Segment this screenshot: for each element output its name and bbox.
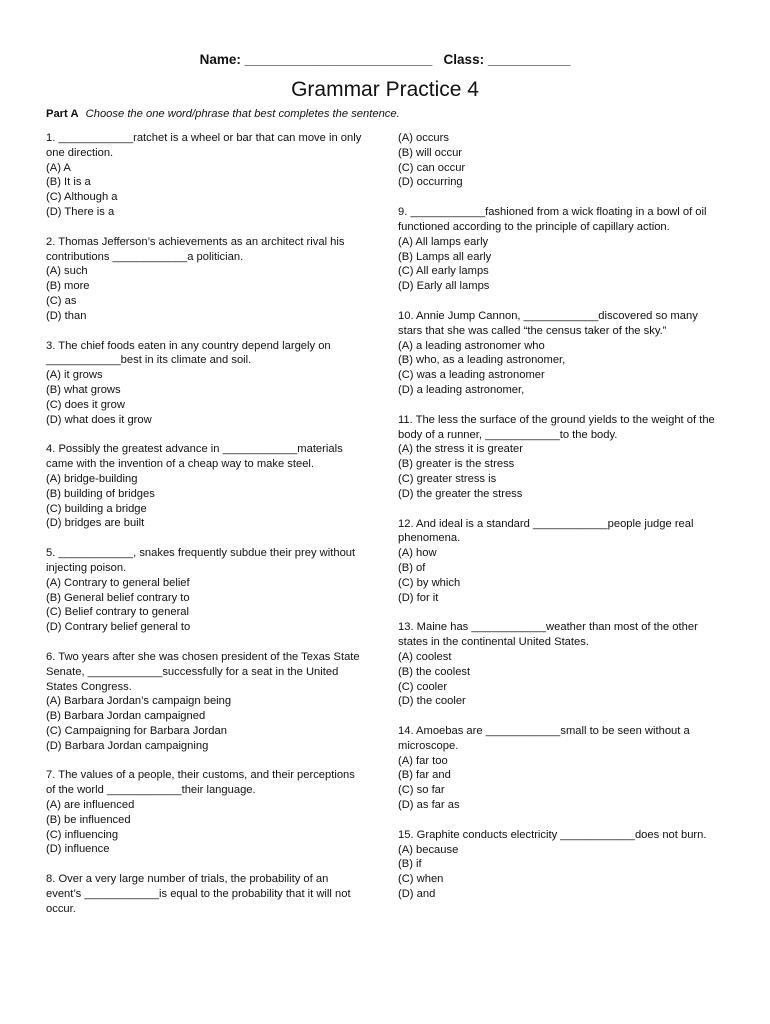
question-item bbox=[398, 517, 723, 606]
answer-option: (C) Belief contrary to general bbox=[46, 606, 190, 619]
answer-option: (D) the greater the stress bbox=[398, 487, 523, 500]
answer-option: (B) more bbox=[46, 280, 90, 293]
answer-option: (C) greater stress is bbox=[398, 472, 497, 485]
answer-option: (C) building a bridge bbox=[46, 502, 147, 515]
answer-option: (B) Lamps all early bbox=[398, 250, 492, 263]
answer-option: (A) because bbox=[398, 843, 459, 856]
answer-option: (D) bridges are built bbox=[46, 517, 145, 530]
answer-option: (A) All lamps early bbox=[398, 235, 489, 248]
answer-option: (C) All early lamps bbox=[398, 265, 489, 278]
question-stem: 9. ____________fashioned from a wick floating in a bowl of oil functioned according to the principle of capillary action. bbox=[398, 206, 707, 233]
answer-option: (D) the cooler bbox=[398, 695, 466, 708]
answer-option: (B) of bbox=[398, 561, 426, 574]
question-stem: 4. Possibly the greatest advance in ____________materials came with the invention of a cheap way to make steel. bbox=[46, 443, 343, 471]
answer-option: (A) Barbara Jordan’s campaign being bbox=[46, 695, 232, 708]
question-stem: 2. Thomas Jefferson’s achievements as an architect rival his contributions ____________a politician. bbox=[46, 235, 345, 263]
answer-option: (C) can occur bbox=[398, 161, 466, 174]
answer-option: (C) by which bbox=[398, 576, 461, 589]
answer-option: (B) if bbox=[398, 858, 422, 871]
question-stem: 14. Amoebas are ____________small to be seen without a microscope. bbox=[398, 725, 690, 752]
question-stem: 1. ____________ratchet is a wheel or bar that can move in only one direction. bbox=[46, 132, 362, 159]
answer-option: (D) as far as bbox=[398, 799, 460, 812]
question-stem: 13. Maine has ____________weather than most of the other states in the continental United States. bbox=[398, 621, 698, 649]
answer-option: (A) the stress it is greater bbox=[398, 443, 523, 456]
answer-option: (B) what grows bbox=[46, 383, 121, 396]
answer-option: (D) a leading astronomer, bbox=[398, 383, 525, 396]
question-stem: 11. The less the surface of the ground yields to the weight of the body of a runner, ____________to the body. bbox=[398, 413, 715, 441]
answer-option: (A) such bbox=[46, 265, 88, 278]
answer-option: (D) than bbox=[46, 309, 87, 322]
name-class-line: Name: _________________________ Class: ___________ bbox=[199, 52, 571, 67]
instructions bbox=[46, 108, 400, 120]
question-item bbox=[46, 131, 364, 220]
answer-option: (D) There is a bbox=[46, 205, 115, 218]
question-item bbox=[46, 650, 364, 754]
answer-option: (D) occurring bbox=[398, 176, 463, 189]
question-item bbox=[398, 205, 723, 294]
answer-option: (A) how bbox=[398, 547, 437, 560]
answer-option: (D) Barbara Jordan campaigning bbox=[46, 739, 209, 752]
question-stem: 10. Annie Jump Cannon, ____________discovered so many stars that she was called “the census taker of the sky.” bbox=[398, 309, 698, 337]
answer-option: (C) cooler bbox=[398, 680, 448, 693]
left-question-column bbox=[46, 131, 364, 932]
answer-option: (C) influencing bbox=[46, 828, 119, 841]
question-item bbox=[46, 546, 364, 635]
question-stem: 12. And ideal is a standard ____________people judge real phenomena. bbox=[398, 517, 694, 545]
answer-option: (D) for it bbox=[398, 591, 439, 604]
part-label: Part A bbox=[46, 108, 79, 120]
answer-option: (C) Although a bbox=[46, 191, 118, 204]
question-stem: 3. The chief foods eaten in any country depend largely on ____________best in its climate and soil. bbox=[46, 339, 331, 367]
question-stem: 6. Two years after she was chosen president of the Texas State Senate, ____________successfully for a seat in the United States Congress. bbox=[46, 650, 360, 693]
answer-option: (B) will occur bbox=[398, 146, 463, 159]
answer-option: (C) when bbox=[398, 873, 444, 886]
question-item bbox=[46, 768, 364, 857]
question-item bbox=[46, 442, 364, 531]
answer-option: (B) far and bbox=[398, 769, 451, 782]
question-stem: 7. The values of a people, their customs, and their perceptions of the world ____________their language. bbox=[46, 769, 355, 797]
question-item bbox=[46, 872, 364, 916]
answer-option: (D) what does it grow bbox=[46, 413, 152, 426]
answer-option: (C) so far bbox=[398, 784, 445, 797]
answer-option: (B) General belief contrary to bbox=[46, 591, 190, 604]
question-item bbox=[398, 620, 723, 709]
question-stem: 8. Over a very large number of trials, the probability of an event’s ____________is equal to the probability that it will not occur. bbox=[46, 873, 351, 915]
right-question-column bbox=[398, 131, 723, 917]
question-item bbox=[46, 339, 364, 428]
question-item bbox=[398, 828, 723, 902]
answer-option: (B) greater is the stress bbox=[398, 458, 515, 471]
question-item bbox=[398, 309, 723, 398]
answer-option: (B) building of bridges bbox=[46, 487, 155, 500]
question-8-options bbox=[398, 131, 723, 190]
answer-option: (B) be influenced bbox=[46, 813, 131, 826]
answer-option: (D) and bbox=[398, 888, 436, 901]
answer-option: (A) occurs bbox=[398, 132, 449, 144]
answer-option: (C) was a leading astronomer bbox=[398, 369, 545, 382]
question-stem: 5. ____________, snakes frequently subdue their prey without injecting poison. bbox=[46, 547, 356, 574]
answer-option: (B) who, as a leading astronomer, bbox=[398, 354, 566, 367]
answer-option: (D) Early all lamps bbox=[398, 280, 490, 293]
question-item bbox=[398, 724, 723, 813]
directions-text: Choose the one word/phrase that best completes the sentence. bbox=[85, 108, 400, 120]
question-item bbox=[398, 413, 723, 502]
answer-option: (A) A bbox=[46, 161, 71, 174]
answer-option: (D) Contrary belief general to bbox=[46, 621, 191, 634]
answer-option: (A) Contrary to general belief bbox=[46, 576, 190, 589]
answer-option: (D) influence bbox=[46, 843, 110, 856]
answer-option: (C) Campaigning for Barbara Jordan bbox=[46, 724, 227, 737]
page-title: Grammar Practice 4 bbox=[291, 78, 479, 101]
answer-option: (A) bridge-building bbox=[46, 472, 138, 485]
answer-option: (C) as bbox=[46, 294, 77, 307]
answer-option: (B) the coolest bbox=[398, 665, 471, 678]
answer-option: (B) It is a bbox=[46, 176, 91, 189]
answer-option: (B) Barbara Jordan campaigned bbox=[46, 710, 206, 723]
answer-option: (A) a leading astronomer who bbox=[398, 339, 545, 352]
question-item bbox=[46, 235, 364, 324]
answer-option: (A) far too bbox=[398, 754, 448, 767]
answer-option: (C) does it grow bbox=[46, 398, 125, 411]
answer-option: (A) it grows bbox=[46, 369, 103, 382]
answer-option: (A) are influenced bbox=[46, 799, 135, 812]
question-stem: 15. Graphite conducts electricity ____________does not burn. bbox=[398, 828, 707, 841]
answer-option: (A) coolest bbox=[398, 650, 452, 663]
